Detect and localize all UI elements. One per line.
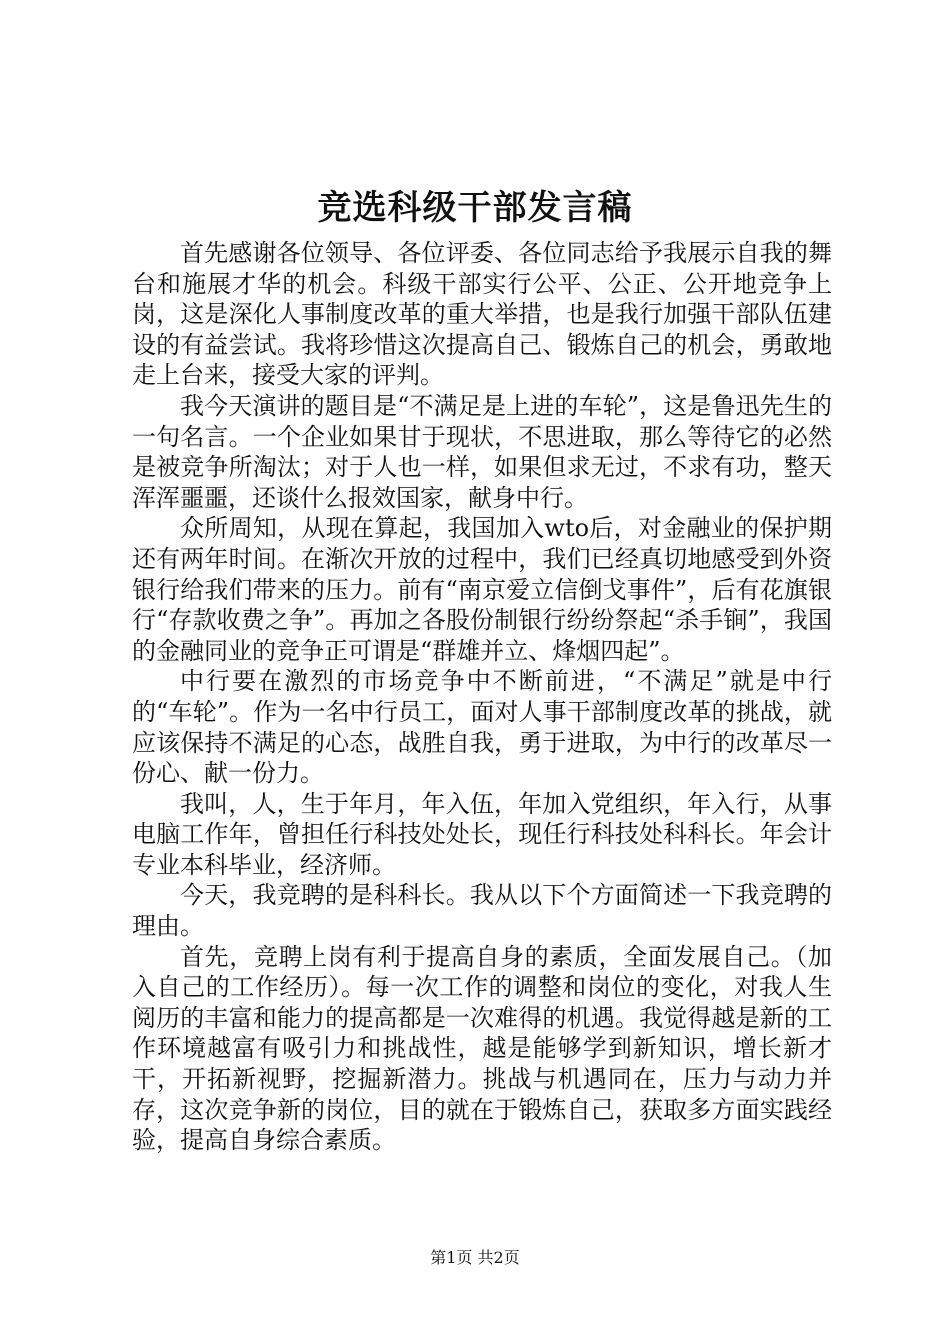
document-title: 竞选科级干部发言稿 xyxy=(317,188,633,228)
paragraph-2: 我今天演讲的题目是“不满足是上进的车轮”，这是鲁迅先生的一句名言。一个企业如果甘于现状，不思进取，那么等待它的必然是被竞争所淘汰；对于人也一样，如果但求无过，不求有功，整天浑浑噩噩，还谈什么报效国家，献身中行。 xyxy=(132,391,832,512)
page-number-footer: 第1页 共2页 xyxy=(430,1248,520,1267)
paragraph-6: 今天，我竞聘的是科科长。我从以下个方面简述一下我竞聘的理由。 xyxy=(132,881,832,941)
paragraph-1: 首先感谢各位领导、各位评委、各位同志给予我展示自我的舞台和施展才华的机会。科级干部实行公平、公正、公开地竞争上岗，这是深化人事制度改革的重大举措，也是我行加强干部队伍建设的有益尝试。我将珍惜这次提高自己、锻炼自己的机会，勇敢地走上台来，接受大家的评判。 xyxy=(132,239,832,390)
document-body xyxy=(132,238,832,1156)
paragraph-4: 中行要在激烈的市场竞争中不断前进，“不满足”就是中行的“车轮”。作为一名中行员工，面对人事干部制度改革的挑战，就应该保持不满足的心态，战胜自我，勇于进取，为中行的改革尽一份心、献一份力。 xyxy=(132,667,832,788)
paragraph-3: 众所周知，从现在算起，我国加入wto后，对金融业的保护期还有两年时间。在渐次开放的过程中，我们已经真切地感受到外资银行给我们带来的压力。前有“南京爱立信倒戈事件”，后有花旗银行“存款收费之争”。再加之各股份制银行纷纷祭起“杀手锏”，我国的金融同业的竞争正可谓是“群雄并立、烽烟四起”。 xyxy=(132,514,832,665)
paragraph-5: 我叫，人，生于年月，年入伍，年加入党组织，年入行，从事电脑工作年，曾担任行科技处处长，现任行科技处科科长。年会计专业本科毕业，经济师。 xyxy=(132,789,832,879)
paragraph-7: 首先，竞聘上岗有利于提高自身的素质，全面发展自己。（加入自己的工作经历）。每一次工作的调整和岗位的变化，对我人生阅历的丰富和能力的提高都是一次难得的机遇。我觉得越是新的工作环境越富有吸引力和挑战性，越是能够学到新知识，增长新才干，开拓新视野，挖掘新潜力。挑战与机遇同在，压力与动力并存，这次竞争新的岗位，目的就在于锻炼自己，获取多方面实践经验，提高自身综合素质。 xyxy=(132,942,832,1155)
